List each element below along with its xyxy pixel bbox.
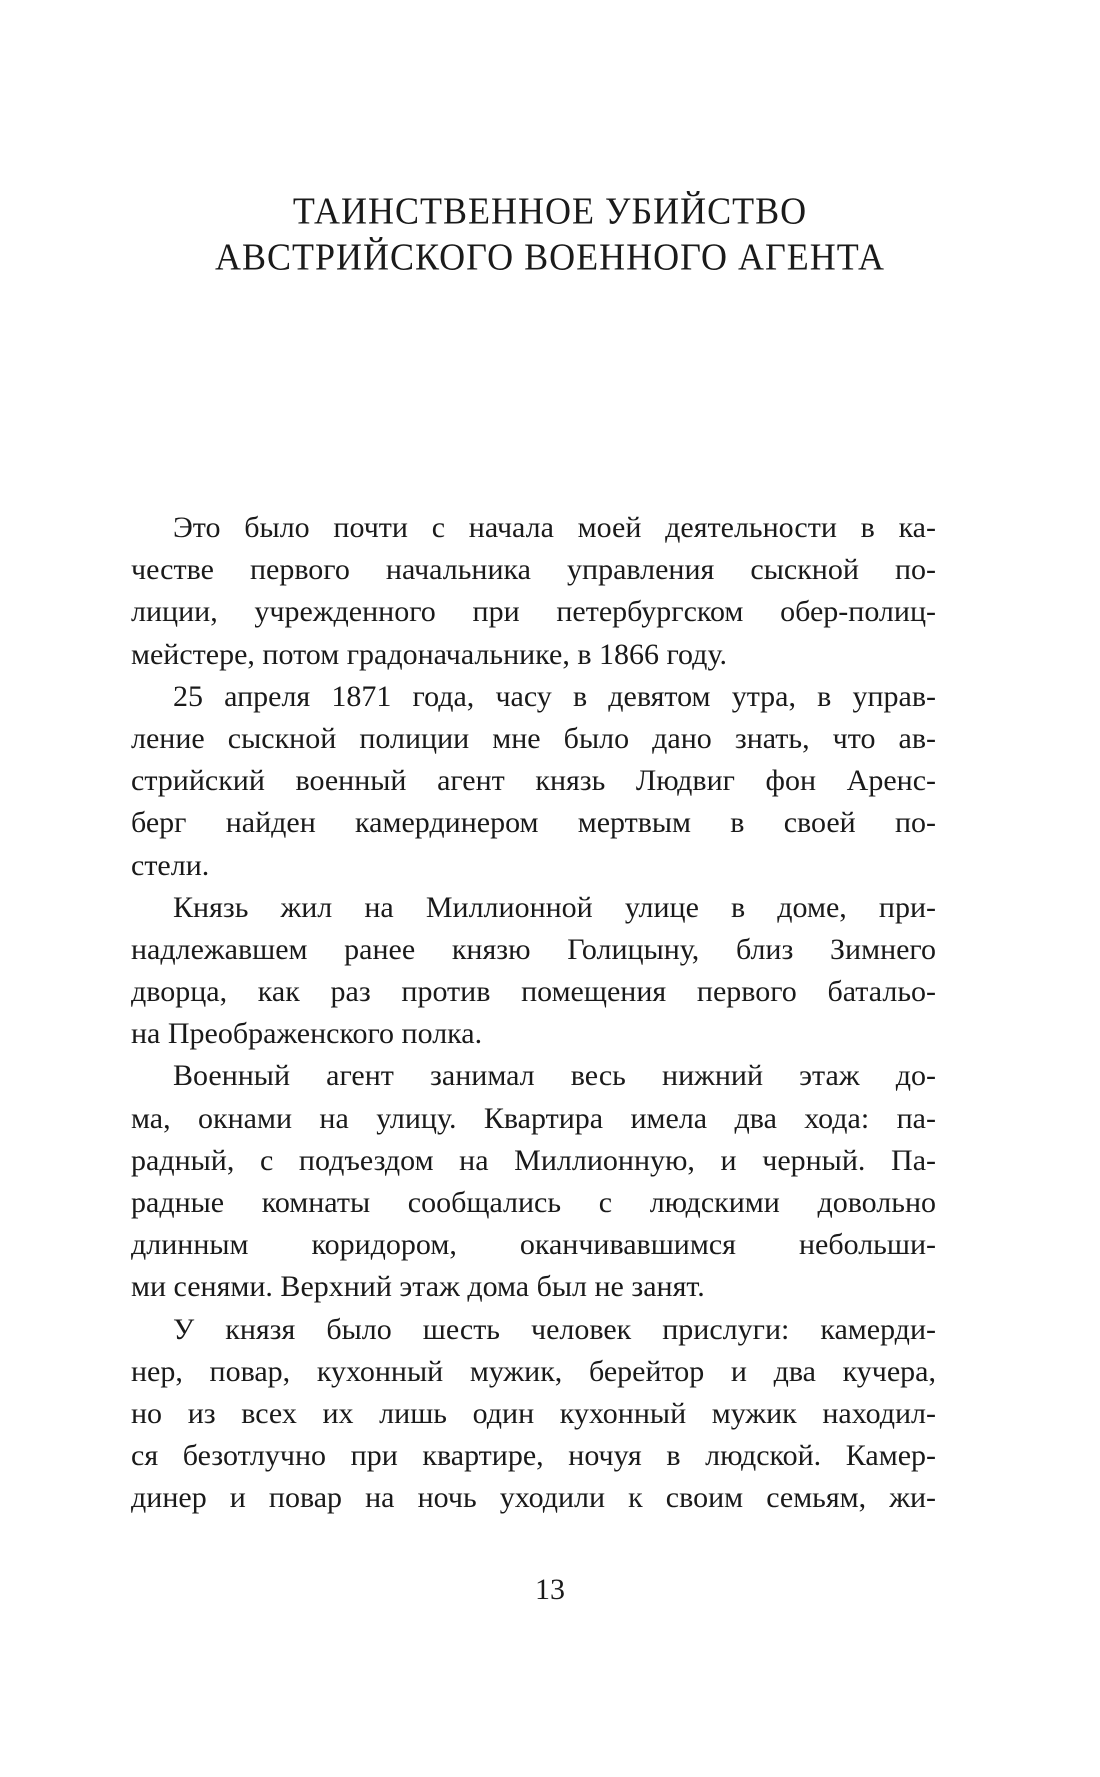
chapter-title (0, 188, 1100, 280)
text-line: честве первого начальника управления сыскной по- (131, 553, 936, 587)
text-line: надлежавшем ранее князю Голицыну, близ Зимнего (131, 932, 936, 966)
text-line: но из всех их лишь один кухонный мужик находил- (131, 1396, 936, 1430)
text-line: динер и повар на ночь уходили к своим семьям, жи- (131, 1481, 936, 1515)
text-line: ся безотлучно при квартире, ночуя в людской. Камер- (131, 1439, 936, 1473)
text-line: лиции, учрежденного при петербургском обер-полиц- (131, 595, 936, 629)
paragraph-first-line: Князь жил на Миллионной улице в доме, при- (173, 890, 936, 924)
text-line: радный, с подъездом на Миллионную, и черный. Па- (131, 1143, 936, 1177)
text-line: на Преображенского полка. (131, 1017, 483, 1051)
text-line: берг найден камердинером мертвым в своей по- (131, 806, 936, 840)
text-line: стрийский военный агент князь Людвиг фон Аренс- (131, 764, 936, 798)
page-number: 13 (535, 1573, 565, 1606)
text-line: ма, окнами на улицу. Квартира имела два хода: па- (131, 1101, 936, 1135)
text-line: стели. (131, 848, 210, 882)
paragraph-first-line: Военный агент занимал весь нижний этаж до- (173, 1059, 936, 1093)
paragraph-first-line: 25 апреля 1871 года, часу в девятом утра, в управ- (173, 679, 936, 713)
chapter-title-line-1: ТАИНСТВЕННОЕ УБИЙСТВО (292, 189, 808, 232)
body-text (131, 507, 936, 1520)
text-line: длинным коридором, оканчивавшимся небольши- (131, 1228, 936, 1262)
text-line: ми сенями. Верхний этаж дома был не занят. (131, 1270, 705, 1304)
text-line: ление сыскной полиции мне было дано знать, что ав- (131, 721, 936, 755)
text-line: радные комнаты сообщались с людскими довольно (131, 1186, 936, 1219)
text-line: дворца, как раз против помещения первого батальо- (131, 975, 936, 1009)
chapter-title-line-2: АВСТРИЙСКОГО ВОЕННОГО АГЕНТА (215, 236, 885, 279)
paragraph-first-line: Это было почти с начала моей деятельности в ка- (173, 511, 936, 544)
paragraph-first-line: У князя было шесть человек прислуги: камерди- (173, 1312, 936, 1346)
text-line: мейстере, потом градоначальнике, в 1866 году. (131, 637, 727, 671)
text-line: нер, повар, кухонный мужик, берейтор и два кучера, (131, 1354, 936, 1388)
